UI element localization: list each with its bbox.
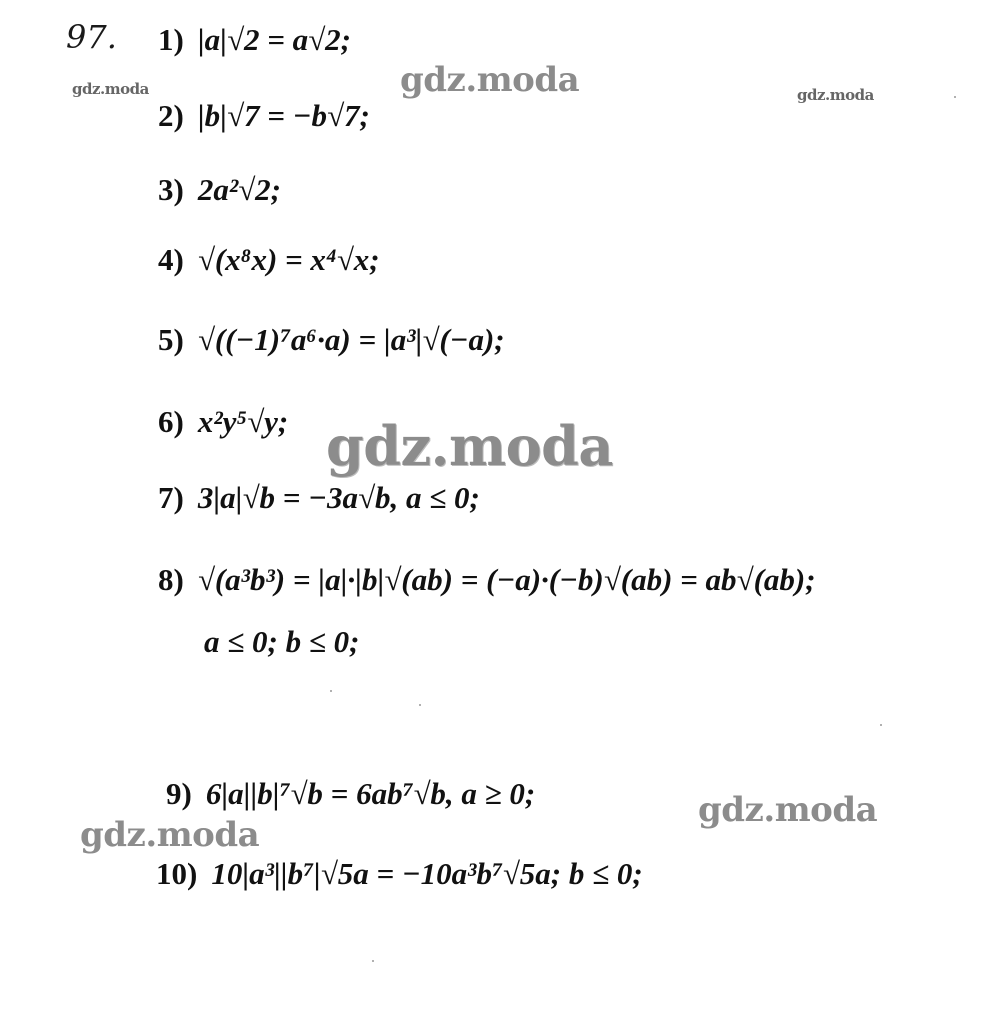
watermark: gdz.moda bbox=[400, 60, 580, 100]
scan-speck bbox=[330, 690, 332, 692]
watermark: gdz.moda bbox=[72, 80, 149, 98]
line-index: 7) bbox=[158, 480, 184, 515]
line-expression: 6|a||b|⁷√b = 6ab⁷√b, a ≥ 0; bbox=[205, 776, 536, 811]
line-expression: |a|√2 = a√2; bbox=[197, 22, 351, 57]
line-expression: 10|a³||b⁷|√5a = −10a³b⁷√5a; b ≤ 0; bbox=[211, 856, 643, 891]
line-index: 4) bbox=[158, 242, 184, 277]
task-number: 97. bbox=[66, 18, 117, 56]
scan-speck bbox=[372, 960, 374, 962]
solution-line bbox=[158, 322, 505, 358]
line-index: 1) bbox=[158, 22, 184, 57]
line-expression: √(x⁸x) = x⁴√x; bbox=[197, 242, 380, 277]
scan-speck bbox=[419, 704, 421, 706]
line-index: 5) bbox=[158, 322, 184, 357]
solution-line bbox=[156, 856, 643, 892]
line-index: 2) bbox=[158, 98, 184, 133]
solution-line bbox=[204, 624, 359, 660]
solution-line bbox=[158, 22, 351, 58]
line-expression: √((−1)⁷a⁶·a) = |a³|√(−a); bbox=[197, 322, 505, 357]
line-expression: 2a²√2; bbox=[197, 172, 281, 207]
solution-line bbox=[158, 562, 816, 598]
line-index: 10) bbox=[156, 856, 198, 891]
line-expression: a ≤ 0; b ≤ 0; bbox=[204, 624, 360, 659]
line-index: 3) bbox=[158, 172, 184, 207]
line-index: 8) bbox=[158, 562, 184, 597]
solution-line bbox=[158, 98, 370, 134]
solution-line bbox=[158, 404, 288, 440]
line-index: 6) bbox=[158, 404, 184, 439]
solution-line bbox=[158, 480, 480, 516]
solution-line bbox=[158, 172, 281, 208]
solution-line bbox=[166, 776, 535, 812]
scan-speck bbox=[954, 96, 956, 98]
line-expression: √(a³b³) = |a|·|b|√(ab) = (−a)·(−b)√(ab) = ab√(ab); bbox=[197, 562, 816, 597]
line-expression: 3|a|√b = −3a√b, a ≤ 0; bbox=[197, 480, 480, 515]
line-expression: |b|√7 = −b√7; bbox=[197, 98, 370, 133]
watermark: gdz.moda bbox=[698, 790, 878, 830]
line-expression: x²y⁵√y; bbox=[197, 404, 289, 439]
watermark: gdz.moda bbox=[797, 86, 874, 104]
scan-speck bbox=[880, 724, 882, 726]
line-index: 9) bbox=[166, 776, 192, 811]
solution-line bbox=[158, 242, 380, 278]
watermark: gdz.moda bbox=[80, 815, 260, 855]
watermark: gdz.moda bbox=[326, 414, 613, 478]
